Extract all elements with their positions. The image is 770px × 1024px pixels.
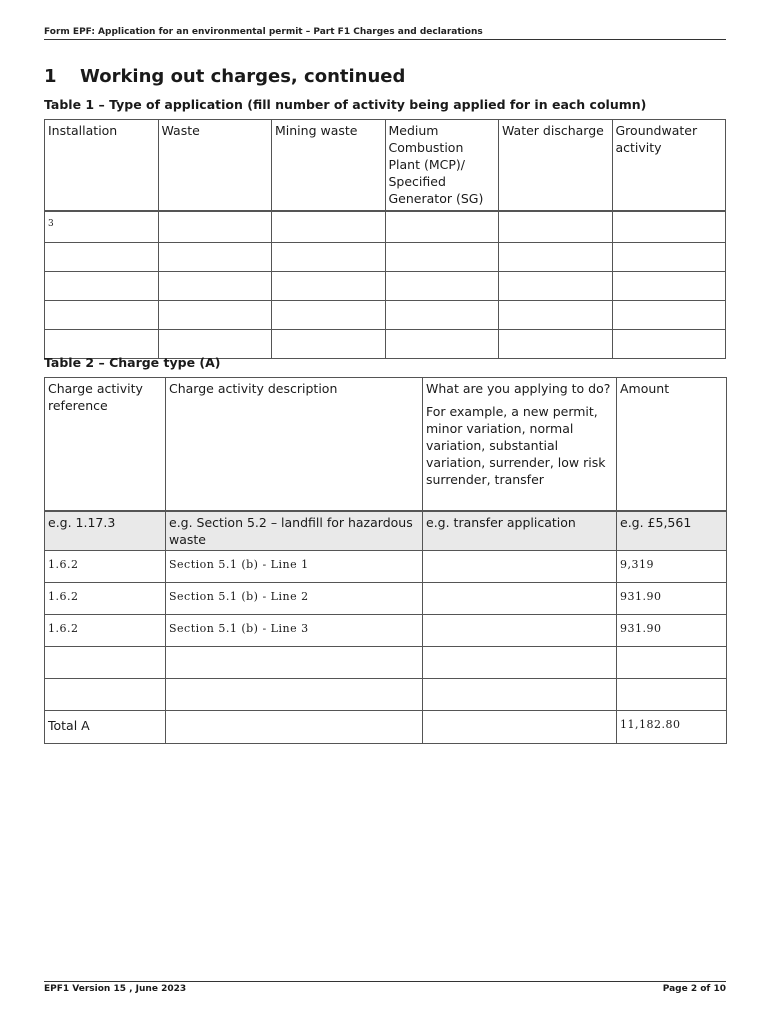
header-divider — [44, 39, 726, 40]
table-row — [45, 615, 727, 647]
cell-mining-input[interactable] — [272, 301, 386, 330]
charge-ref-input[interactable]: 1.6.2 — [45, 583, 166, 615]
cell-mcp-input[interactable] — [385, 330, 499, 359]
header-amount: Amount — [617, 378, 727, 512]
cell-water-input[interactable] — [499, 301, 613, 330]
table-row — [45, 583, 727, 615]
amount-input[interactable]: 931.90 — [617, 615, 727, 647]
cell-waste-input[interactable] — [158, 272, 272, 301]
amount-input[interactable] — [617, 647, 727, 679]
form-title: Form EPF: Application for an environmental permit – Part F1 Charges and declarations — [44, 27, 483, 37]
charge-desc-input[interactable]: Section 5.1 (b) - Line 2 — [166, 583, 423, 615]
applying-input[interactable] — [423, 583, 617, 615]
cell-mining-input[interactable] — [272, 243, 386, 272]
header-installation: Installation — [45, 120, 159, 212]
total-label: Total A — [45, 711, 166, 744]
cell-groundwater-input[interactable] — [612, 211, 726, 243]
cell-water-input[interactable] — [499, 272, 613, 301]
amount-input[interactable]: 931.90 — [617, 583, 727, 615]
cell-mcp-input[interactable] — [385, 301, 499, 330]
cell-groundwater-input[interactable] — [612, 243, 726, 272]
charge-desc-input[interactable] — [166, 647, 423, 679]
header-charge-ref: Charge activity reference — [45, 378, 166, 512]
application-type-table — [44, 119, 726, 359]
applying-input[interactable] — [423, 647, 617, 679]
header-mining-waste: Mining waste — [272, 120, 386, 212]
charge-desc-input[interactable] — [166, 679, 423, 711]
header-applying-note: For example, a new permit, minor variation, normal variation, substantial variation, surrender, low risk surrender, transfer — [426, 404, 606, 487]
cell-water-input[interactable] — [499, 330, 613, 359]
table1-caption: Table 1 – Type of application (fill number of activity being applied for in each column) — [44, 97, 647, 112]
cell-groundwater-input[interactable] — [612, 272, 726, 301]
charge-ref-input[interactable]: 1.6.2 — [45, 551, 166, 583]
cell-installation-input[interactable] — [45, 272, 159, 301]
cell-waste-input[interactable] — [158, 211, 272, 243]
section-title: Working out charges, continued — [80, 66, 406, 87]
footer-page-number: Page 2 of 10 — [662, 984, 726, 994]
charge-desc-input[interactable]: Section 5.1 (b) - Line 1 — [166, 551, 423, 583]
footer-version: EPF1 Version 15 , June 2023 — [44, 984, 187, 994]
cell-water-input[interactable] — [499, 211, 613, 243]
cell-mining-input[interactable] — [272, 272, 386, 301]
total-amount-input[interactable]: 11,182.80 — [617, 711, 727, 744]
total-empty-applying — [423, 711, 617, 744]
section-number: 1 — [44, 66, 57, 87]
charge-ref-input[interactable] — [45, 679, 166, 711]
charge-ref-input[interactable]: 1.6.2 — [45, 615, 166, 647]
example-amount: e.g. £5,561 — [617, 511, 727, 551]
header-water-discharge: Water discharge — [499, 120, 613, 212]
header-groundwater: Groundwater activity — [612, 120, 726, 212]
table-row — [45, 243, 726, 272]
cell-mcp-input[interactable] — [385, 243, 499, 272]
table2-header-row — [45, 378, 727, 512]
amount-input[interactable]: 9,319 — [617, 551, 727, 583]
cell-mcp-input[interactable] — [385, 211, 499, 243]
section-heading — [44, 66, 405, 87]
table-row — [45, 551, 727, 583]
total-empty-desc — [166, 711, 423, 744]
cell-waste-input[interactable] — [158, 301, 272, 330]
cell-waste-input[interactable] — [158, 243, 272, 272]
table-row — [45, 211, 726, 243]
amount-input[interactable] — [617, 679, 727, 711]
example-desc: e.g. Section 5.2 – landfill for hazardous waste — [166, 511, 423, 551]
cell-mining-input[interactable] — [272, 211, 386, 243]
cell-mcp-input[interactable] — [385, 272, 499, 301]
cell-groundwater-input[interactable] — [612, 301, 726, 330]
charge-desc-input[interactable]: Section 5.1 (b) - Line 3 — [166, 615, 423, 647]
applying-input[interactable] — [423, 679, 617, 711]
charge-type-table — [44, 377, 727, 744]
header-charge-desc: Charge activity description — [166, 378, 423, 512]
table1-header-row — [45, 120, 726, 212]
header-mcp-sg: Medium Combustion Plant (MCP)/ Specified Generator (SG) — [385, 120, 499, 212]
table-row — [45, 679, 727, 711]
header-applying — [423, 378, 617, 512]
cell-installation-input[interactable] — [45, 301, 159, 330]
charge-ref-input[interactable] — [45, 647, 166, 679]
cell-groundwater-input[interactable] — [612, 330, 726, 359]
example-row — [45, 511, 727, 551]
header-applying-question: What are you applying to do? — [426, 381, 611, 396]
header-waste: Waste — [158, 120, 272, 212]
table-row — [45, 301, 726, 330]
applying-input[interactable] — [423, 615, 617, 647]
cell-mining-input[interactable] — [272, 330, 386, 359]
cell-water-input[interactable] — [499, 243, 613, 272]
table-row — [45, 272, 726, 301]
cell-installation-input[interactable]: 3 — [45, 211, 159, 243]
example-ref: e.g. 1.17.3 — [45, 511, 166, 551]
table2-caption: Table 2 – Charge type (A) — [44, 355, 221, 370]
total-row — [45, 711, 727, 744]
example-applying: e.g. transfer application — [423, 511, 617, 551]
table-row — [45, 647, 727, 679]
cell-installation-input[interactable] — [45, 243, 159, 272]
footer-divider — [44, 981, 726, 982]
applying-input[interactable] — [423, 551, 617, 583]
